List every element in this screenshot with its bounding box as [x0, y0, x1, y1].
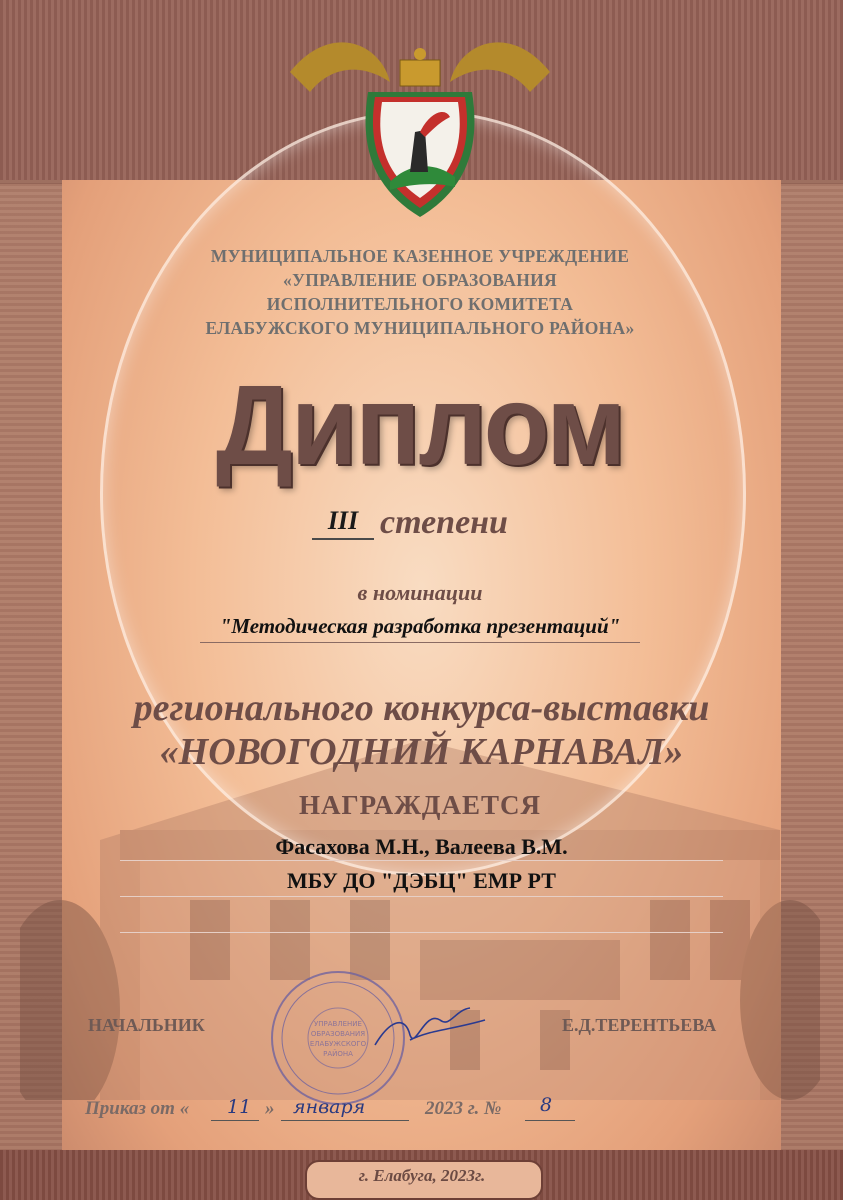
order-day-underline: [211, 1120, 259, 1121]
header-line-3: ИСПОЛНИТЕЛЬНОГО КОМИТЕТА: [266, 294, 574, 314]
handwritten-signature: [370, 1000, 490, 1060]
order-year: 2023 г. №: [425, 1098, 502, 1119]
order-day: 11: [227, 1096, 252, 1118]
svg-text:РАЙОНА: РАЙОНА: [323, 1050, 353, 1058]
order-prefix: Приказ от «: [85, 1098, 190, 1119]
coat-of-arms-emblem: [270, 12, 570, 232]
degree-underline: [312, 538, 374, 540]
recipient-names: Фасахова М.Н., Валеева В.М.: [275, 834, 568, 859]
awarded-label: НАГРАЖДАЕТСЯ: [298, 790, 541, 820]
nomination-value: "Методическая разработка презентаций": [219, 614, 621, 638]
degree-word: степени: [380, 504, 508, 541]
recipient-underline-3: [120, 932, 723, 933]
contest-line-2: «НОВОГОДНИЙ КАРНАВАЛ»: [159, 731, 684, 773]
header-line-4: ЕЛАБУЖСКОГО МУНИЦИПАЛЬНОГО РАЙОНА»: [205, 318, 635, 338]
signatory-position: НАЧАЛЬНИК: [88, 1015, 205, 1035]
nomination-label: в номинации: [357, 580, 483, 605]
order-month-underline: [281, 1120, 409, 1121]
svg-text:ОБРАЗОВАНИЯ: ОБРАЗОВАНИЯ: [310, 1030, 366, 1038]
signatory-name: Е.Д.ТЕРЕНТЬЕВА: [562, 1015, 717, 1035]
contest-line-1: регионального конкурса-выставки: [133, 687, 710, 729]
recipient-organization: МБУ ДО "ДЭБЦ" ЕМР РТ: [287, 868, 556, 893]
order-mid: »: [265, 1098, 275, 1119]
order-number: 8: [540, 1094, 553, 1116]
diploma-title: Диплом: [215, 360, 625, 489]
svg-text:ЕЛАБУЖСКОГО: ЕЛАБУЖСКОГО: [309, 1040, 367, 1048]
svg-text:УПРАВЛЕНИЕ: УПРАВЛЕНИЕ: [314, 1020, 362, 1028]
recipient-underline-2: [120, 896, 723, 897]
footer-city-year: г. Елабуга, 2023г.: [358, 1166, 486, 1185]
contest-name: [80, 686, 763, 774]
order-number-underline: [525, 1120, 575, 1121]
recipient-underline-1: [120, 860, 723, 861]
order-month: января: [293, 1096, 366, 1118]
nomination-underline: [200, 642, 640, 643]
degree-value: III: [327, 506, 359, 535]
header-line-2: «УПРАВЛЕНИЕ ОБРАЗОВАНИЯ: [283, 270, 557, 290]
header-line-1: МУНИЦИПАЛЬНОЕ КАЗЕННОЕ УЧРЕЖДЕНИЕ: [210, 246, 630, 266]
